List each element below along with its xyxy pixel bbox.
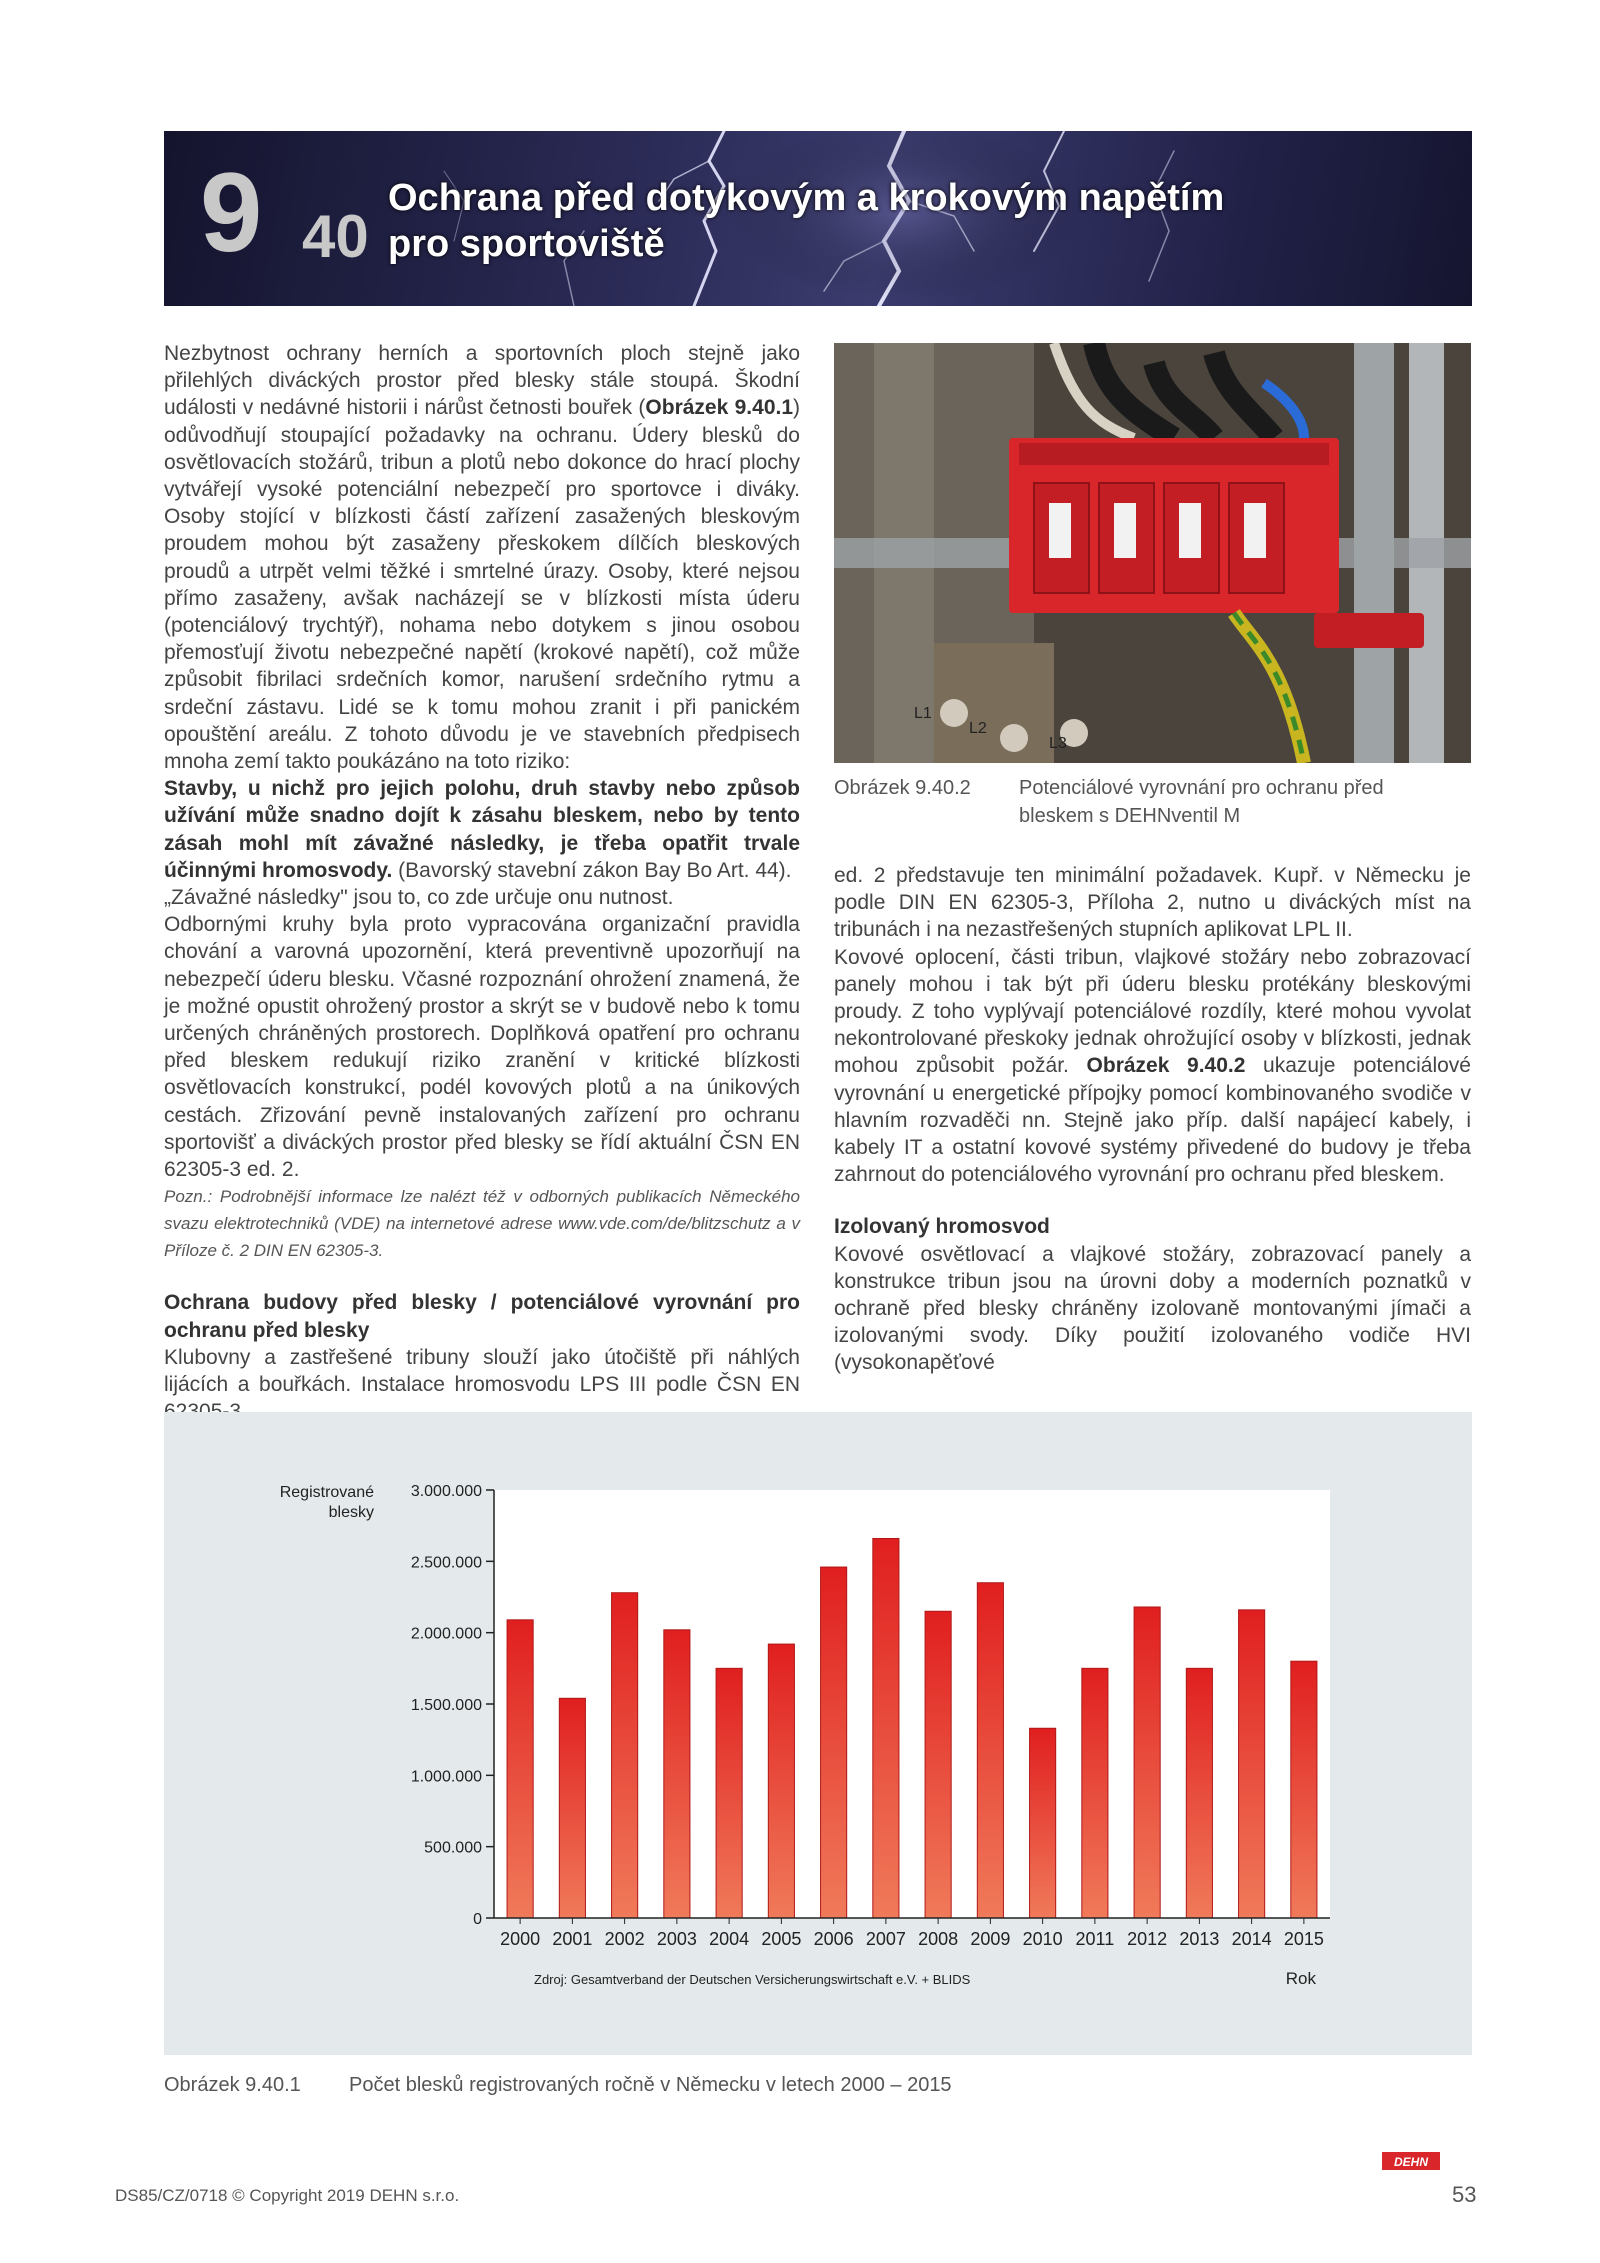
x-tick-label: 2001 xyxy=(552,1929,593,1949)
bar-2011 xyxy=(1082,1668,1108,1918)
x-tick-label: 2000 xyxy=(500,1929,541,1949)
x-tick-label: 2012 xyxy=(1127,1929,1168,1949)
y-tick-label: 1.500.000 xyxy=(410,1697,482,1714)
bar-2000 xyxy=(507,1620,533,1918)
figure1-label: Obrázek 9.40.1 xyxy=(164,2074,301,2096)
x-tick-label: 2007 xyxy=(865,1929,906,1949)
figure2-label: Obrázek 9.40.2 xyxy=(834,777,971,799)
x-tick-label: 2005 xyxy=(761,1929,802,1949)
bar-2005 xyxy=(768,1644,794,1918)
photo-label-l3: L3 xyxy=(1049,735,1067,752)
bar-2015 xyxy=(1291,1661,1317,1918)
figure2-caption xyxy=(834,774,1471,834)
figure2-caption-text: Potenciálové vyrovnání pro ochranu před bleskem s DEHNventil M xyxy=(1019,777,1384,827)
y-axis-label-line1: Registrované xyxy=(279,1484,374,1501)
paragraph-intro xyxy=(164,340,800,775)
y-tick-label: 1.000.000 xyxy=(410,1768,482,1786)
dehn-logo xyxy=(1382,2132,1444,2182)
chart-source: Zdroj: Gesamtverband der Deutschen Versicherungswirtschaft e.V. + BLIDS xyxy=(534,1972,971,1987)
chapter-title xyxy=(388,175,1428,267)
bar-2013 xyxy=(1186,1668,1212,1918)
bold-quote: Stavby, u nichž pro jejich polohu, druh stavby nebo způsob užívání může snadno dojít k zásahu bleskem, nebo by tento zásah mohl mít závažné následky, je třeba opatřit trvale účinnými hromosvody. xyxy=(164,777,800,882)
bar-2009 xyxy=(977,1583,1003,1918)
section-number: 9 xyxy=(200,150,259,275)
figure1-caption-text: Počet blesků registrovaných ročně v Německu v letech 2000 – 2015 xyxy=(349,2074,952,2096)
lightning-count-chart xyxy=(164,1412,1472,2055)
chapter-title-line2: pro sportoviště xyxy=(388,223,665,265)
dehn-logo-text: DEHN xyxy=(1393,2155,1429,2169)
x-tick-label: 2010 xyxy=(1022,1929,1063,1949)
bar-2010 xyxy=(1030,1728,1056,1918)
bar-2014 xyxy=(1239,1610,1265,1918)
paragraph-consequences: „Závažné následky" jsou to, co zde určuje onu nutnost. xyxy=(164,886,674,910)
x-tick-label: 2014 xyxy=(1231,1929,1272,1949)
x-tick-label: 2013 xyxy=(1179,1929,1220,1949)
bar-2006 xyxy=(821,1567,847,1918)
figure1-caption xyxy=(164,2074,952,2097)
bar-2008 xyxy=(925,1611,951,1918)
figure-ref-9401: Obrázek 9.40.1 xyxy=(645,396,794,420)
paragraph-equipotential xyxy=(834,944,1471,1189)
quote-source: (Bavorský stavební zákon Bay Bo Art. 44). xyxy=(392,858,792,882)
photo-label-l1: L1 xyxy=(914,705,932,722)
x-axis-label: Rok xyxy=(1285,1969,1316,1988)
bar-2004 xyxy=(716,1668,742,1918)
bar-2001 xyxy=(559,1698,585,1918)
paragraph-equipotential-b: ukazuje potenciálové vyrovnání u energetické přípojky pomocí kombinovaného svodiče v hlavním rozvaděči nn. Stejně jako příp. další napájecí kabely, i kabely IT a ostatní kovové systémy přivedené do budovy je třeba zahrnout do potenciálového vyrovnání pro ochranu před bleskem. xyxy=(834,1054,1471,1187)
x-tick-label: 2011 xyxy=(1075,1929,1115,1949)
paragraph-lpl: ed. 2 představuje ten minimální požadavek. Kupř. v Německu je podle DIN EN 62305-3, Příloha 2, nutno u diváckých míst na tribunách i na nezastřešených stupních aplikovat LPL II. xyxy=(834,864,1471,942)
figure-ref-9402: Obrázek 9.40.2 xyxy=(1086,1054,1246,1078)
paragraph-intro-cont: ) odůvodňují stoupající požadavky na ochranu. Údery blesků do osvětlovacích stožárů, tribun a plotů nebo dokonce do hrací plochy vytvářejí vysoké potenciální nebezpečí pro sportovce i diváky. Osoby stojící v blízkosti částí zařízení zasažených bleskovým proudem mohou být zasaženy přeskokem dílčích bleskových proudů a utrpět velmi těžké i smrtelné úrazy. Osoby, které nejsou přímo zasaženy, avšak nacházejí se v blízkosti místa úderu (potenciálový trychtýř), nohama nebo dotykem s jinou osobou přemosťují životu nebezpečné napětí (krokové napětí), což může způsobit fibrilaci srdečních komor, narušení srdečního rytmu a srdeční zástavu. Lidé se k tomu mohou zranit i při panickém opouštění areálu. Z tohoto důvodu je ve stavebních předpisech mnoha zemí takto poukázáno na toto riziko: xyxy=(164,396,801,774)
heading-isolated-lps: Izolovaný hromosvod xyxy=(834,1215,1050,1239)
x-tick-label: 2004 xyxy=(709,1929,750,1949)
x-tick-label: 2002 xyxy=(604,1929,645,1949)
heading-building-protection: Ochrana budovy před blesky / potenciálové vyrovnání pro ochranu před blesky xyxy=(164,1291,800,1342)
figure-photo-dehnventil xyxy=(834,343,1471,763)
paragraph-isolated: Kovové osvětlovací a vlajkové stožáry, zobrazovací panely a konstrukce tribun jsou na úrovni doby a moderních poznatků v ochraně před blesky chráněny izolovaně montovanými jímači a izolovanými svody. Díky použití izolovaného vodiče HVI (vysokonapěťové xyxy=(834,1242,1471,1375)
paragraph-quote xyxy=(164,775,800,884)
x-tick-label: 2006 xyxy=(813,1929,854,1949)
chart-panel xyxy=(164,1412,1472,2055)
photo-label-l2: L2 xyxy=(969,720,987,737)
footer-copyright: DS85/CZ/0718 © Copyright 2019 DEHN s.r.o. xyxy=(115,2186,460,2205)
bar-2012 xyxy=(1134,1607,1160,1918)
section-subnumber: 40 xyxy=(302,203,369,270)
y-tick-label: 3.000.000 xyxy=(410,1483,482,1500)
dehnventil-photo-illustration xyxy=(834,343,1471,763)
y-tick-label: 2.500.000 xyxy=(410,1554,482,1572)
paragraph-clubhouses: Klubovny a zastřešené tribuny slouží jako útočiště při náhlých lijácích a bouřkách. Instalace hromosvodu LPS III podle ČSN EN xyxy=(164,1345,800,1396)
x-tick-label: 2009 xyxy=(970,1929,1011,1949)
y-axis-label-line2: blesky xyxy=(328,1504,374,1521)
bar-2002 xyxy=(612,1593,638,1918)
right-column xyxy=(834,862,1471,1377)
y-tick-label: 500.000 xyxy=(424,1839,482,1857)
paragraph-intro-text: Nezbytnost ochrany herních a sportovních ploch stejně jako přilehlých diváckých prostor před blesky stále stoupá. Škodní události v nedávné historii i nárůst četnosti bouřek ( xyxy=(164,342,800,420)
left-column xyxy=(164,340,800,1425)
page-number: 53 xyxy=(1452,2182,1477,2207)
x-tick-label: 2008 xyxy=(918,1929,959,1949)
y-tick-label: 2.000.000 xyxy=(410,1625,482,1643)
x-tick-label: 2003 xyxy=(656,1929,697,1949)
note: Pozn.: Podrobnější informace lze nalézt též v odborných publikacích Německého svazu elektrotechniků (VDE) na internetové adrese www.vde.com/de/blitzschutz a v Příloze č. 2 DIN EN 62305-3. xyxy=(164,1187,800,1261)
chapter-title-line1: Ochrana před dotykovým a krokovým napětím xyxy=(388,177,1225,219)
chapter-banner xyxy=(164,131,1472,306)
y-tick-label: 0 xyxy=(473,1911,482,1928)
paragraph-rules: Odbornými kruhy byla proto vypracována organizační pravidla chování a varovná upozornění, která preventivně upozorňují na nebezpečí úderu blesku. Včasné rozpoznání ohrožení znamená, že je možné opustit ohrožený prostor a skrýt se v budově nebo k tomu určených chráněných prostorech. Doplňková opatření pro ochranu před bleskem redukují riziko zranění v kritické blízkosti osvětlovacích konstrukcí, podél kovových plotů a na únikových cestách. Zřizování pevně instalovaných zařízení pro ochranu sportovišť a diváckých prostor před blesky se řídí aktuální ČSN EN 62305-3 ed. 2. xyxy=(164,913,800,1182)
paragraph-equipotential-a: Kovové oplocení, části tribun, vlajkové stožáry nebo zobrazovací panely mohou i tak být při úderu blesku protékány bleskovými proudy. Z toho vyplývají potenciálové rozdíly, které mohou vyvolat nekontrolované přeskoky jednak ohrožující osoby v blízkosti, jednak mohou způsobit požár. xyxy=(834,945,1471,1078)
bar-2003 xyxy=(664,1630,690,1918)
bar-2007 xyxy=(873,1539,899,1918)
x-tick-label: 2015 xyxy=(1283,1929,1324,1949)
